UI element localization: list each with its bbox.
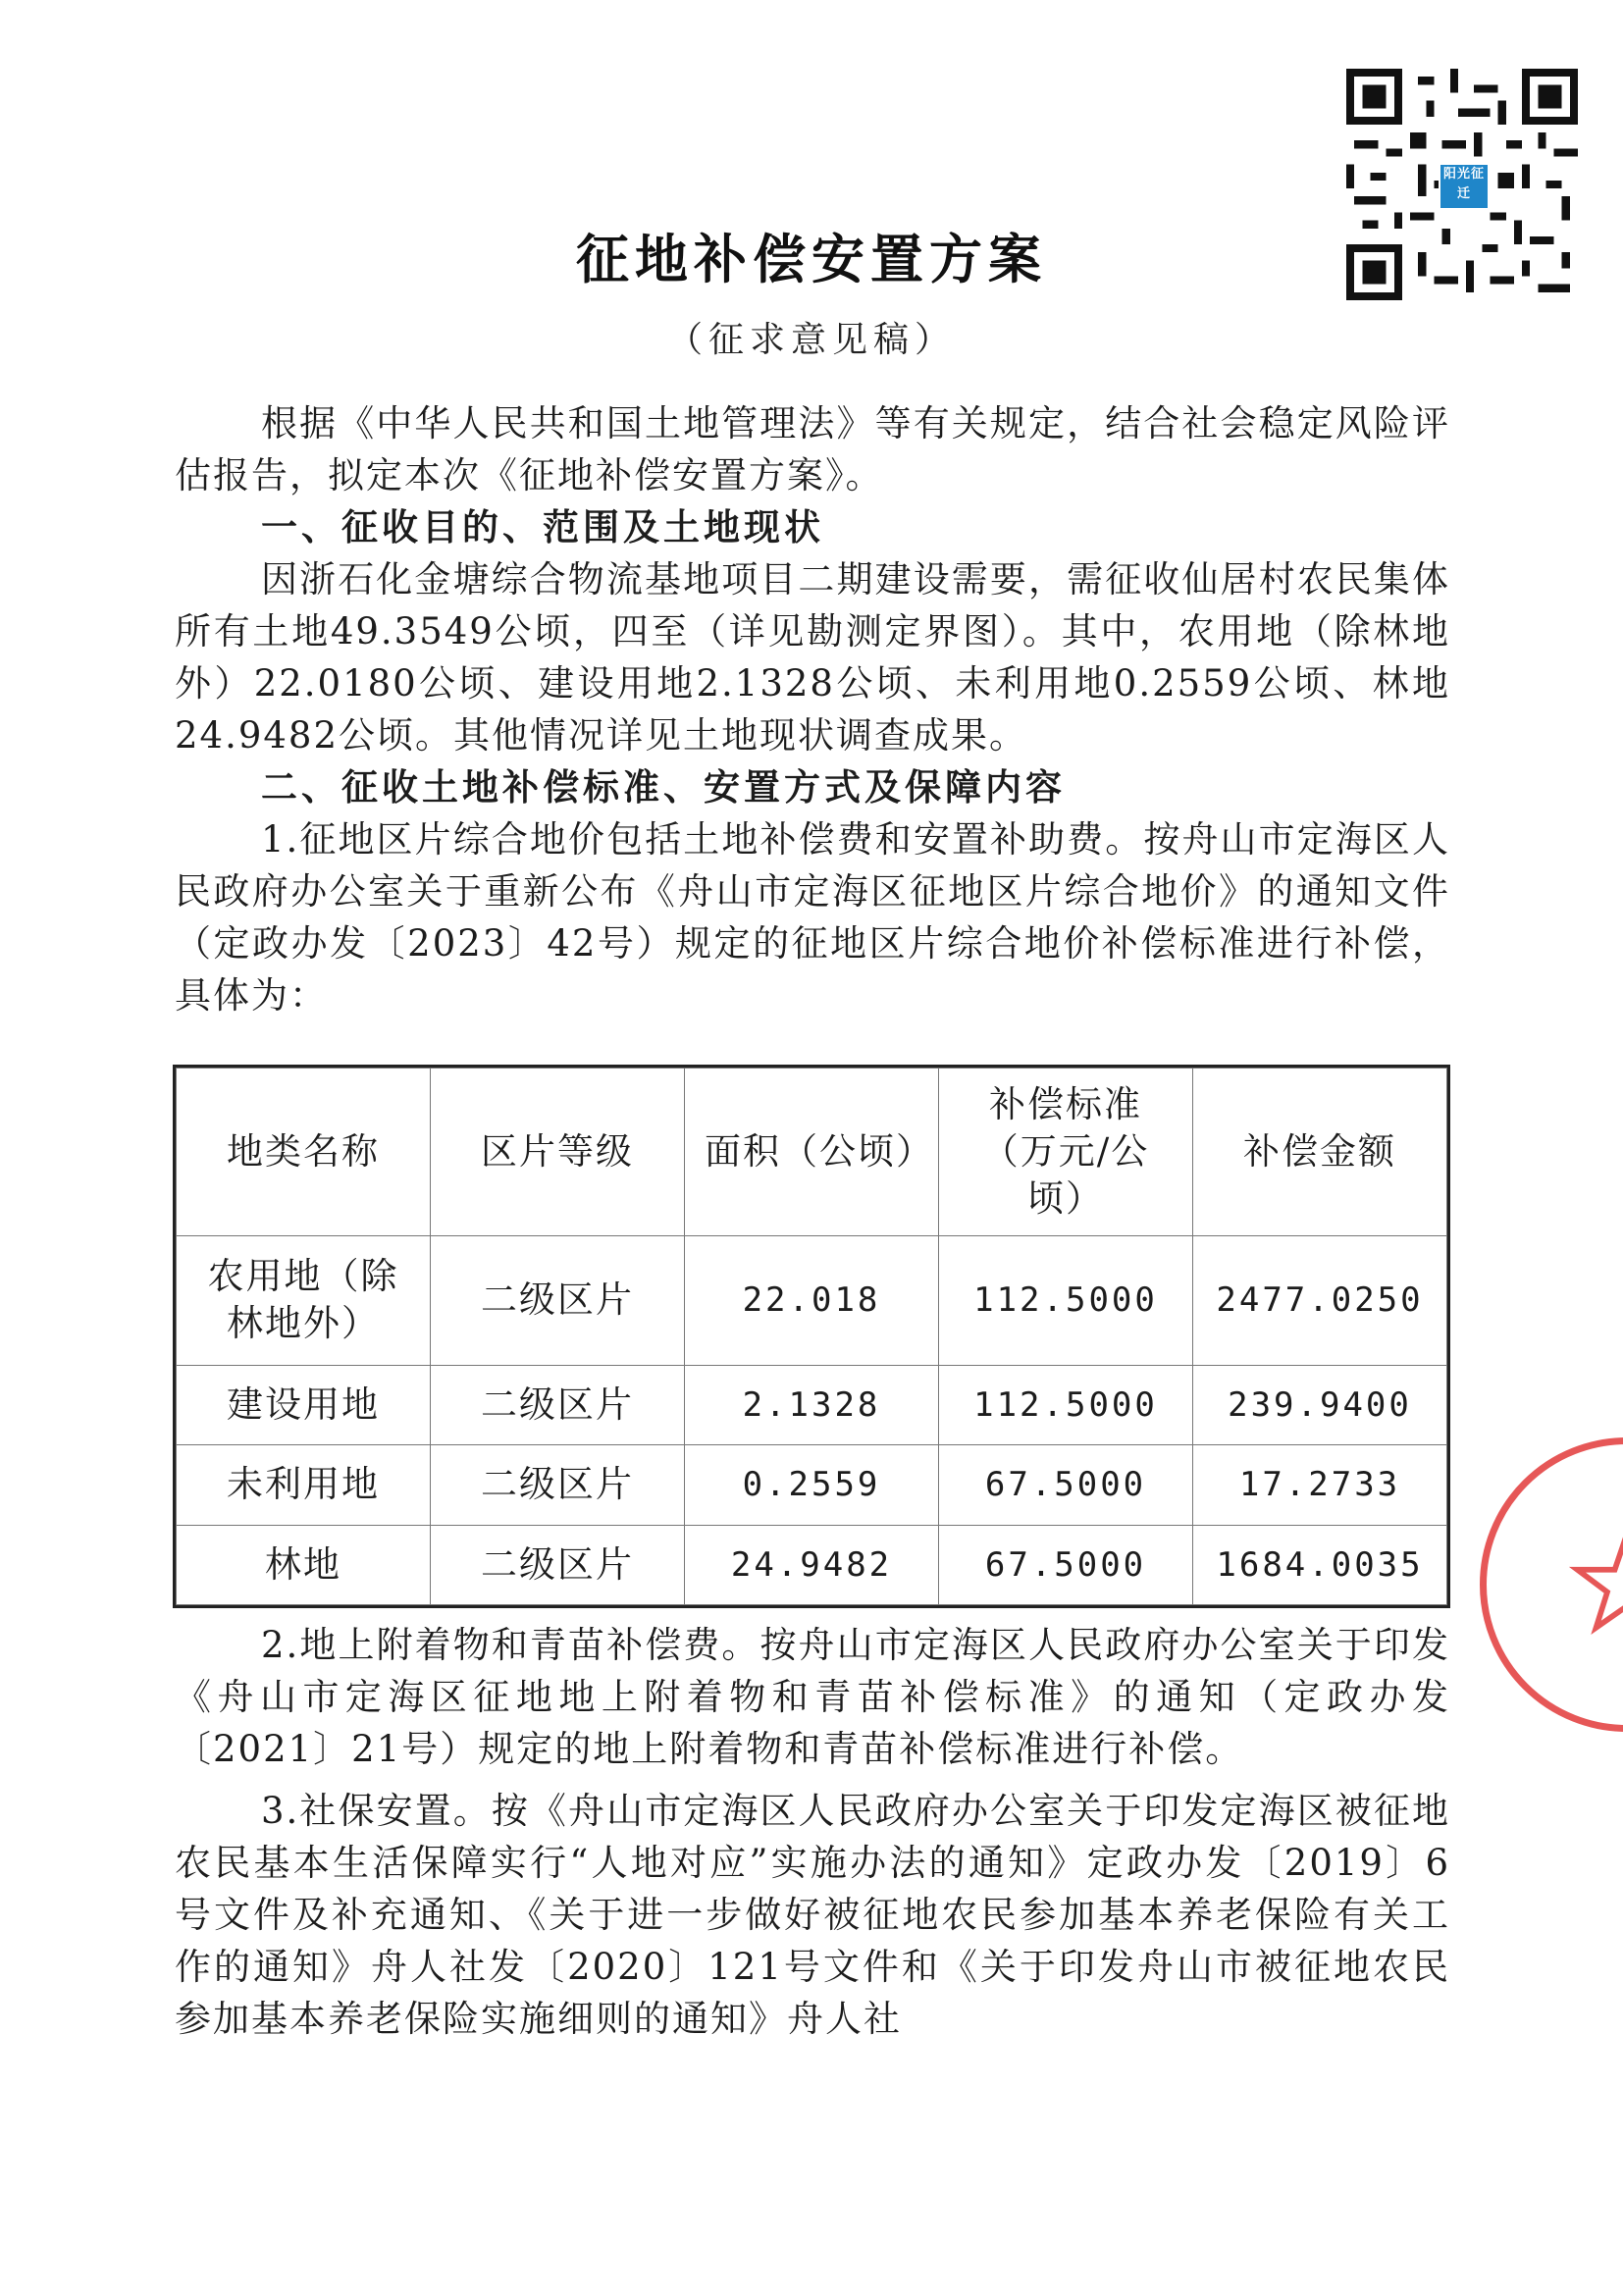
section-2-item-3: 3.社保安置。按《舟山市定海区人民政府办公室关于印发定海区被征地农民基本生活保障实行“人地对应”实施办法的通知》定政办发〔2019〕6号文件及补充通知、《关于进一步做好被征地农民参加基本养老保险有关工作的通知》舟人社发〔2020〕121号文件和《关于印发舟山市被征地农民参加基本养老保险实施细则的通知》舟人社 [175,1790,1450,2040]
table-header-cell: 地类名称 [177,1069,431,1236]
table-header-cell: 补偿金额 [1193,1069,1447,1236]
compensation-table [173,1065,1450,1608]
document-body-upper [175,397,1450,1021]
table-cell: 二级区片 [431,1365,685,1444]
table-header-row [177,1069,1447,1236]
table-row [177,1365,1447,1444]
table-cell: 67.5000 [939,1525,1193,1604]
table-row [177,1445,1447,1525]
section-2-heading: 二、征收土地补偿标准、安置方式及保障内容 [261,766,1066,809]
seal-star-icon [1487,1444,1623,1725]
table-cell: 二级区片 [431,1445,685,1525]
table-header-cell: 补偿标准（万元/公顷） [939,1069,1193,1236]
official-seal [1480,1437,1623,1732]
table-header-cell: 面积（公顷） [685,1069,939,1236]
section-2-item-1: 1.征地区片综合地价包括土地补偿费和安置补助费。按舟山市定海区人民政府办公室关于重新公布《舟山市定海区征地区片综合地价》的通知文件（定政办发〔2023〕42号）规定的征地区片综合地价补偿标准进行补偿，具体为： [175,818,1450,1017]
section-1-paragraph: 因浙石化金塘综合物流基地项目二期建设需要，需征收仙居村农民集体所有土地49.3549公顷，四至（详见勘测定界图）。其中，农用地（除林地外）22.0180公顷、建设用地2.1328公顷、未利用地0.2559公顷、林地24.9482公顷。其他情况详见土地现状调查成果。 [175,558,1450,757]
table-cell: 农用地（除林地外） [177,1235,431,1365]
table-cell: 二级区片 [431,1525,685,1604]
table-row [177,1235,1447,1365]
table-cell: 22.018 [685,1235,939,1365]
table-cell: 建设用地 [177,1365,431,1444]
section-1-heading: 一、征收目的、范围及土地现状 [261,506,824,548]
table-cell: 1684.0035 [1193,1525,1447,1604]
table-cell: 二级区片 [431,1235,685,1365]
table-cell: 2477.0250 [1193,1235,1447,1365]
table-row [177,1525,1447,1604]
table-cell: 17.2733 [1193,1445,1447,1525]
table-cell: 未利用地 [177,1445,431,1525]
qr-badge: 阳光征迁 [1439,163,1490,210]
section-2-item-2: 2.地上附着物和青苗补偿费。按舟山市定海区人民政府办公室关于印发《舟山市定海区征地地上附着物和青苗补偿标准》的通知（定政办发〔2021〕21号）规定的地上附着物和青苗补偿标准进行补偿。 [175,1624,1450,1770]
table-cell: 林地 [177,1525,431,1604]
table-cell: 2.1328 [685,1365,939,1444]
table-header-cell: 区片等级 [431,1069,685,1236]
table-cell: 0.2559 [685,1445,939,1525]
table-cell: 112.5000 [939,1365,1193,1444]
table-cell: 239.9400 [1193,1365,1447,1444]
intro-paragraph: 根据《中华人民共和国土地管理法》等有关规定，结合社会稳定风险评估报告，拟定本次《征地补偿安置方案》。 [175,402,1450,496]
table-cell: 112.5000 [939,1235,1193,1365]
page-subtitle: （征求意见稿） [666,320,956,360]
page-title: 征地补偿安置方案 [576,229,1047,290]
table-cell: 67.5000 [939,1445,1193,1525]
document-body-lower [175,1619,1450,2045]
table-cell: 24.9482 [685,1525,939,1604]
